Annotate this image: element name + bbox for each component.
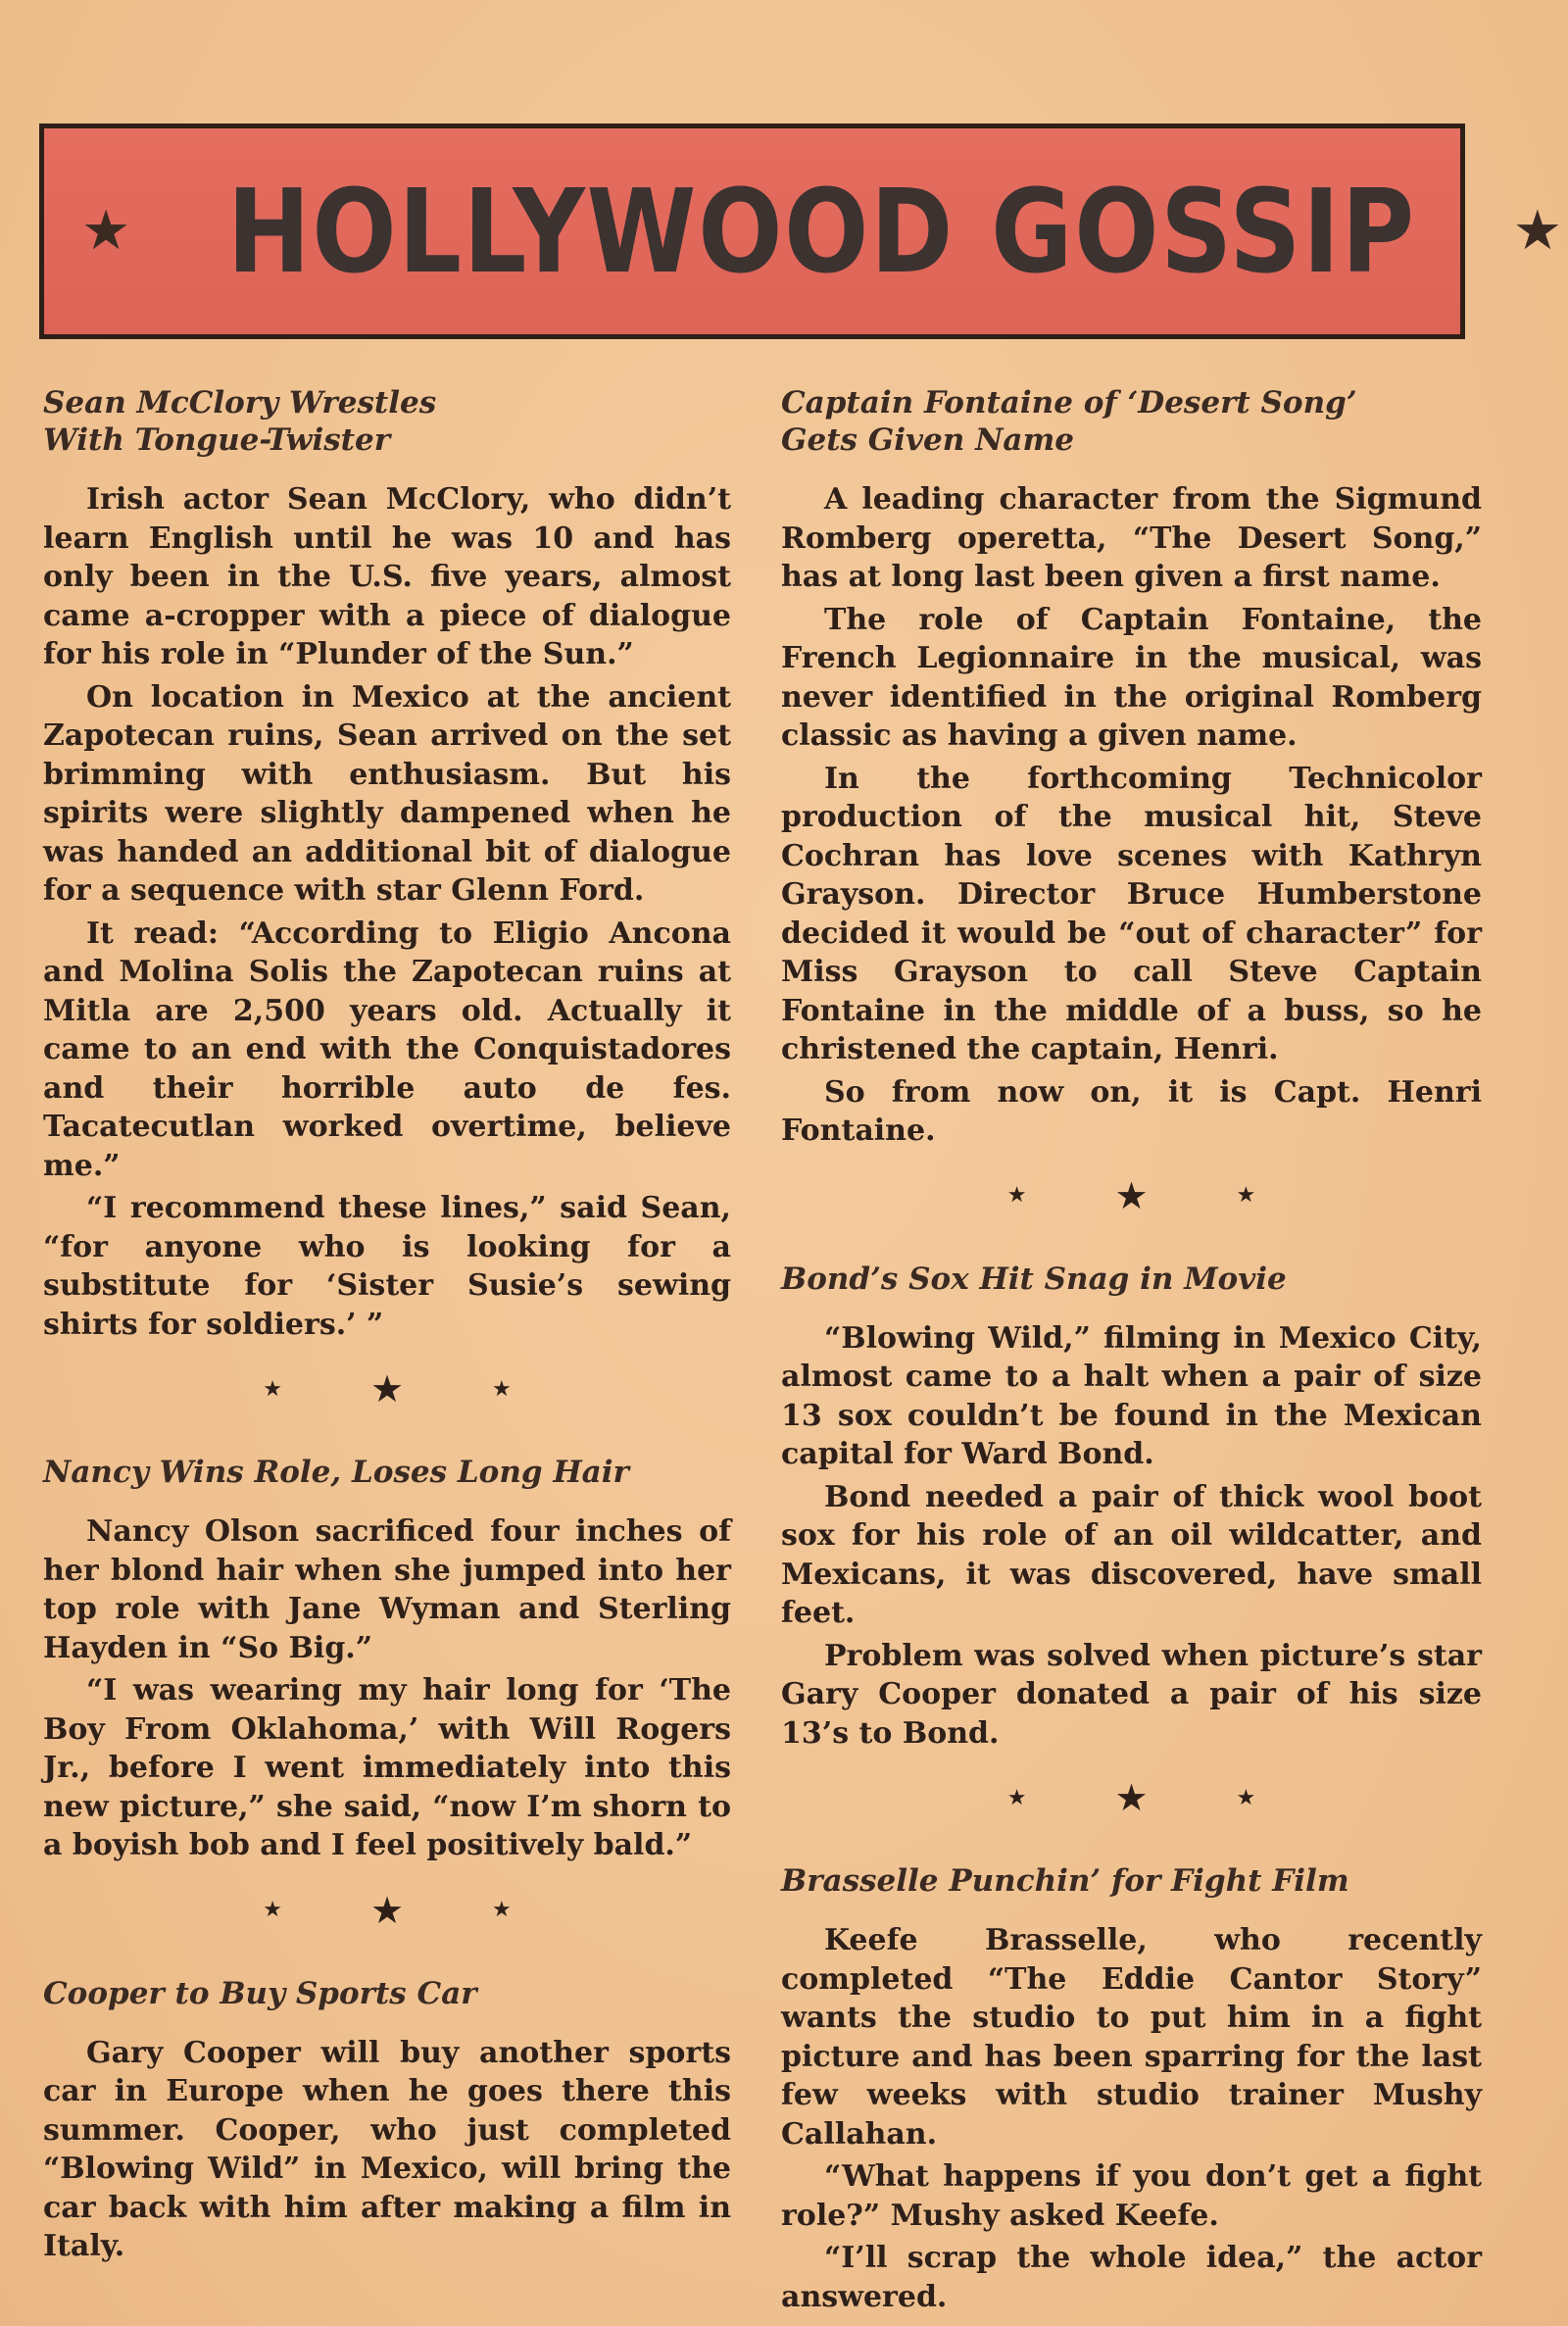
star-icon: ★ — [1236, 1183, 1256, 1208]
article-captain-fontaine — [781, 384, 1482, 1151]
article-headline — [781, 1862, 1482, 1900]
article-paragraph: Gary Cooper will buy another sports car in Europe when he goes there this summer. Cooper, who just completed “Blowing Wild” in Mexico, will bring the car back with him after making a film in Italy. — [43, 2035, 731, 2263]
article-paragraph: It read: “According to Eligio Ancona and Molina Solis the Zapotecan ruins at Mitla are 2,500 years old. Actually it came to an end with the Conquistadores and their horrible auto de fes. Tacatecutlan worked overtime, believe me.” — [43, 916, 731, 1183]
article-paragraph: Irish actor Sean McClory, who didn’t learn English until he was 10 and has only been in the U.S. five years, almost came a-cropper with a piece of dialogue for his role in “Plunder of the Sun.” — [43, 482, 731, 671]
headline-line: Bond’s Sox Hit Snag in Movie — [781, 1261, 1287, 1297]
star-icon: ★ — [369, 1367, 405, 1410]
article-paragraph: In the forthcoming Technicolor production of the musical hit, Steve Cochran has love scenes with Kathryn Grayson. Director Bruce Humberstone decided it would be “out of character” for Miss Grayson to call Steve Captain Fontaine in the middle of a buss, so he christened the captain, Henri. — [781, 761, 1482, 1066]
banner-left-star-icon: ★ — [81, 199, 131, 263]
article-paragraph: Bond needed a pair of thick wool boot sox for his role of an oil wildcatter, and Mexicans, it was discovered, have small feet. — [781, 1479, 1482, 1630]
headline-line: Brasselle Punchin’ for Fight Film — [781, 1863, 1349, 1899]
headline-line: Nancy Wins Role, Loses Long Hair — [43, 1455, 629, 1490]
headline-line: Cooper to Buy Sports Car — [43, 1975, 477, 2011]
star-icon: ★ — [492, 1898, 512, 1922]
star-icon: ★ — [492, 1376, 512, 1402]
article-paragraph: A leading character from the Sigmund Romberg operetta, “The Desert Song,” has at long last been given a first name. — [781, 482, 1482, 594]
article-paragraph: On location in Mexico at the ancient Zapotecan ruins, Sean arrived on the set brimming with enthusiasm. But his spirits were slightly dampened when he was handed an additional bit of dialogue for a sequence with star Glenn Ford. — [43, 679, 731, 908]
article-paragraph: “What happens if you don’t get a fight role?” Mushy asked Keefe. — [781, 2159, 1482, 2233]
article-paragraph: So from now on, it is Capt. Henri Fontaine. — [781, 1074, 1482, 1148]
headline-line: Sean McClory Wrestles — [43, 385, 437, 421]
article-paragraph: “I was wearing my hair long for ‘The Boy From Oklahoma,’ with Will Rogers Jr., before I went immediately into this new picture,” she said, “now I’m shorn to a boyish bob and I feel positively bald.” — [43, 1673, 731, 1862]
article-cooper-sports-car — [43, 1975, 731, 2266]
article-paragraph: “Blowing Wild,” filming in Mexico City, almost came to a halt when a pair of size 13 sox couldn’t be found in the Mexican capital for Ward Bond. — [781, 1320, 1482, 1471]
right-column — [781, 384, 1482, 2316]
star-icon: ★ — [1006, 1785, 1027, 1810]
article-brasselle — [781, 1862, 1482, 2316]
article-headline — [43, 1975, 731, 2012]
article-nancy-olson — [43, 1454, 731, 1865]
star-icon: ★ — [369, 1888, 405, 1932]
star-icon: ★ — [1114, 1173, 1149, 1217]
article-paragraph: Problem was solved when picture’s star Gary Cooper donated a pair of his size 13’s to Bond. — [781, 1638, 1482, 1751]
article-headline — [43, 384, 731, 459]
article-paragraph: The role of Captain Fontaine, the French Legionnaire in the musical, was never identified in the original Romberg classic as having a given name. — [781, 602, 1482, 753]
star-separator — [781, 1174, 1482, 1217]
page-title: HOLLYWOOD GOSSIP — [226, 164, 1417, 299]
headline-line: Captain Fontaine of ‘Desert Song’ — [781, 385, 1357, 421]
article-headline — [781, 1261, 1482, 1298]
headline-line: With Tongue-Twister — [43, 422, 391, 458]
article-paragraph: “I recommend these lines,” said Sean, “for anyone who is looking for a substitute for ‘Sister Susie’s sewing shirts for soldiers.’ ” — [43, 1191, 731, 1342]
star-icon: ★ — [263, 1376, 282, 1402]
title-banner — [39, 124, 1562, 339]
headline-line: Gets Given Name — [781, 422, 1075, 458]
article-paragraph: “I’ll scrap the whole idea,” the actor answered. — [781, 2241, 1482, 2314]
left-column — [43, 384, 731, 2266]
article-headline — [781, 384, 1482, 459]
star-icon: ★ — [263, 1898, 282, 1922]
article-bonds-sox — [781, 1261, 1482, 1754]
star-separator — [43, 1367, 731, 1410]
article-headline — [43, 1454, 731, 1491]
star-separator — [781, 1776, 1482, 1819]
article-paragraph: Nancy Olson sacrificed four inches of her blond hair when she jumped into her top role with Jane Wyman and Sterling Hayden in “So Big.” — [43, 1514, 731, 1665]
article-sean-mcclory — [43, 384, 731, 1344]
star-icon: ★ — [1236, 1785, 1256, 1810]
article-paragraph: Keefe Brasselle, who recently completed “The Eddie Cantor Story” wants the studio to put him in a fight picture and has been sparring for the last few weeks with studio trainer Mushy Callahan. — [781, 1923, 1482, 2152]
banner-right-star-icon: ★ — [1512, 199, 1562, 263]
star-separator — [43, 1889, 731, 1932]
star-icon: ★ — [1006, 1183, 1027, 1208]
star-icon: ★ — [1114, 1776, 1149, 1819]
